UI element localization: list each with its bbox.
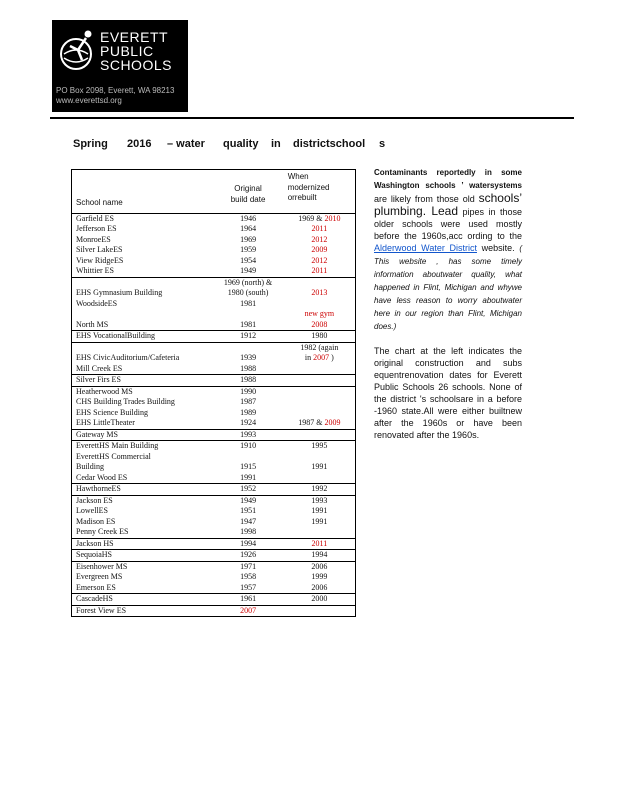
table-row — [72, 256, 356, 267]
header-original-line: Original — [234, 184, 262, 193]
modernized-value: 1969 & — [298, 213, 323, 223]
school-name-cell: Jackson HS — [72, 538, 213, 550]
sidebar-paragraph-1 — [374, 166, 522, 333]
school-name-cell: Cedar Wood ES — [72, 473, 213, 484]
title-word: s — [379, 138, 386, 150]
table-row — [72, 277, 356, 288]
modernized-value: 2000 — [311, 594, 328, 603]
table-row — [72, 342, 356, 353]
original-build-value: 1987 — [240, 397, 257, 406]
original-build-value: 1988 — [240, 363, 257, 373]
school-name-cell: CascadeHS — [72, 594, 213, 606]
table-row — [72, 452, 356, 463]
school-name-cell: LowellES — [72, 506, 213, 517]
modernized-cell — [284, 484, 356, 496]
table-row — [72, 235, 356, 246]
modernized-cell — [284, 441, 356, 452]
table-row — [72, 561, 356, 572]
school-name-cell: WoodsideES — [72, 299, 213, 310]
table-row — [72, 331, 356, 343]
original-build-value: 1915 — [240, 462, 257, 471]
table-row — [72, 309, 356, 320]
modernized-value: 1991 — [311, 516, 328, 526]
original-build-cell — [212, 342, 283, 353]
modernized-red-value: 2010 — [324, 213, 341, 223]
modernized-cell — [284, 353, 356, 364]
original-build-red-value: 2007 — [240, 605, 257, 615]
alderwood-water-district-link[interactable]: Alderwood Water District — [374, 243, 477, 253]
school-name-cell: Gateway MS — [72, 429, 213, 441]
school-name-cell: Silver LakeES — [72, 245, 213, 256]
table-row — [72, 473, 356, 484]
modernized-cell — [284, 266, 356, 277]
header-modernized — [284, 170, 356, 214]
original-build-value: 1988 — [240, 375, 257, 384]
school-name-cell — [72, 309, 213, 320]
table-row — [72, 605, 356, 617]
original-build-value: 1993 — [240, 429, 257, 439]
sidebar-text-run: are likely from those old — [374, 194, 475, 204]
original-build-value: 1939 — [240, 353, 257, 362]
original-build-value: 1971 — [240, 561, 257, 571]
modernized-value: 1982 (again — [300, 342, 339, 352]
original-build-value: 1949 — [240, 266, 257, 275]
table-row — [72, 224, 356, 235]
table-row — [72, 594, 356, 606]
original-build-value: 1994 — [240, 538, 257, 548]
original-build-cell — [212, 277, 283, 288]
schools-table-body — [72, 170, 356, 617]
header-original — [212, 170, 283, 214]
school-name-cell: EverettHS Main Building — [72, 441, 213, 452]
header-modernized-line: When — [287, 172, 309, 181]
modernized-cell — [284, 277, 356, 288]
original-build-value: 1964 — [240, 224, 257, 233]
website-line: www.everettsd.org — [56, 96, 122, 105]
school-name-cell: MonroeES — [72, 235, 213, 246]
original-build-value: 1989 — [240, 407, 257, 417]
original-build-cell — [212, 245, 283, 256]
original-build-cell — [212, 408, 283, 419]
globe-runner-icon — [58, 28, 98, 78]
school-name-cell: Forest View ES — [72, 605, 213, 617]
original-build-cell — [212, 266, 283, 277]
original-build-cell — [212, 484, 283, 496]
modernized-value: 1995 — [311, 441, 328, 450]
address-line: PO Box 2098, Everett, WA 98213 — [56, 86, 175, 95]
original-build-cell — [212, 506, 283, 517]
school-name-cell: Eisenhower MS — [72, 561, 213, 572]
original-build-value: 1910 — [240, 441, 257, 450]
schools-table — [71, 169, 356, 617]
original-build-value: 1990 — [240, 386, 257, 396]
modernized-cell — [284, 495, 356, 506]
title-word: districtschool — [293, 138, 366, 150]
original-build-cell — [212, 375, 283, 387]
table-row — [72, 213, 356, 224]
original-build-value: 1952 — [240, 484, 257, 493]
table-row — [72, 527, 356, 538]
modernized-cell — [284, 473, 356, 484]
modernized-cell — [284, 299, 356, 310]
table-row — [72, 408, 356, 419]
original-build-cell — [212, 429, 283, 441]
original-build-value: 1991 — [240, 472, 257, 482]
original-build-value: 1924 — [240, 418, 257, 427]
modernized-cell — [284, 408, 356, 419]
original-build-value: 1951 — [240, 506, 257, 515]
table-row — [72, 375, 356, 387]
table-row — [72, 288, 356, 299]
original-build-cell — [212, 561, 283, 572]
table-row — [72, 386, 356, 397]
modernized-cell — [284, 245, 356, 256]
modernized-red-value: 2009 — [324, 418, 341, 427]
school-name-cell: Jackson ES — [72, 495, 213, 506]
header-school-name: School name — [72, 170, 213, 214]
logo-line-2: PUBLIC — [100, 43, 154, 59]
logo-line-3: SCHOOLS — [100, 57, 172, 73]
school-name-cell: Emerson ES — [72, 583, 213, 594]
sidebar-large-text: schools’ plumbing. Lead — [374, 191, 522, 218]
table-row — [72, 517, 356, 528]
original-build-cell — [212, 235, 283, 246]
table-row — [72, 441, 356, 452]
table-row — [72, 429, 356, 441]
original-build-cell — [212, 594, 283, 606]
modernized-red-value: 2007 — [313, 353, 330, 362]
table-row — [72, 583, 356, 594]
title-word: quality — [223, 138, 259, 150]
modernized-cell — [284, 288, 356, 299]
school-name-cell: SequoiaHS — [72, 550, 213, 562]
header-rule — [50, 117, 574, 119]
modernized-cell — [284, 429, 356, 441]
original-build-value: 1981 — [240, 319, 257, 329]
original-build-cell — [212, 441, 283, 452]
modernized-cell — [284, 364, 356, 375]
school-name-cell: CHS Building Trades Building — [72, 397, 213, 408]
school-name-cell: EverettHS Commercial — [72, 452, 213, 463]
modernized-red-value: 2009 — [311, 245, 328, 254]
sidebar-text — [374, 166, 522, 453]
header-modernized-line: orrebuilt — [287, 193, 317, 202]
table-row — [72, 397, 356, 408]
school-name-cell: Jefferson ES — [72, 224, 213, 235]
original-build-cell — [212, 320, 283, 331]
modernized-red-value: 2008 — [311, 319, 328, 329]
school-name-cell: Heatherwood MS — [72, 386, 213, 397]
table-row — [72, 550, 356, 562]
modernized-value: 1993 — [311, 495, 328, 505]
modernized-value: 2006 — [311, 561, 328, 571]
original-build-cell — [212, 452, 283, 463]
header-modernized-line: modernized — [287, 182, 330, 192]
modernized-cell — [284, 418, 356, 429]
original-build-cell — [212, 364, 283, 375]
modernized-cell — [284, 386, 356, 397]
sidebar-italic-text: ( This website , has some timely information aboutwater quality, what happened in Flint, Michigan and whywe have less reason to worry aboutwater here in our region than Flint, Michigan does.) — [374, 244, 522, 331]
modernized-cell — [284, 538, 356, 550]
modernized-cell — [284, 527, 356, 538]
modernized-cell — [284, 320, 356, 331]
modernized-value: 2006 — [311, 582, 328, 592]
modernized-cell — [284, 224, 356, 235]
modernized-cell — [284, 397, 356, 408]
original-build-value: 1959 — [240, 245, 257, 254]
modernized-cell — [284, 331, 356, 343]
original-build-cell — [212, 309, 283, 320]
title-word: in — [271, 138, 281, 150]
modernized-cell — [284, 342, 356, 353]
modernized-value: 1992 — [311, 484, 328, 493]
original-build-cell — [212, 224, 283, 235]
table-header-row — [72, 170, 356, 214]
school-name-cell: EHS Gymnasium Building — [72, 288, 213, 299]
school-name-cell: EHS Science Building — [72, 408, 213, 419]
logo-address — [56, 86, 174, 106]
original-build-value: 1998 — [240, 527, 257, 536]
district-logo — [52, 20, 188, 112]
original-build-value: 1947 — [240, 516, 257, 526]
school-name-cell: Evergreen MS — [72, 572, 213, 583]
sidebar-paragraph-2: The chart at the left indicates the original construction and subs equentrenovation dates for Everett Public Schools 26 schools. None of the district 's schoolsare in a before -1960 state.All were either builtnew after the 1960s or have been renovated after the 1960s. — [374, 346, 522, 440]
original-build-cell — [212, 418, 283, 429]
original-build-value: 1961 — [240, 594, 257, 603]
table-row — [72, 462, 356, 473]
original-build-cell — [212, 299, 283, 310]
original-build-cell — [212, 462, 283, 473]
original-build-cell — [212, 397, 283, 408]
table-row — [72, 266, 356, 277]
table-row — [72, 538, 356, 550]
original-build-cell — [212, 256, 283, 267]
school-name-cell: View RidgeES — [72, 256, 213, 267]
original-build-value: 1954 — [240, 255, 257, 265]
original-build-cell — [212, 583, 283, 594]
school-name-cell: EHS LittleTheater — [72, 418, 213, 429]
original-build-value: 1949 — [240, 495, 257, 505]
table-row — [72, 299, 356, 310]
table-row — [72, 572, 356, 583]
modernized-value: in — [304, 353, 312, 362]
modernized-red-value: new gym — [304, 309, 335, 318]
school-name-cell: Penny Creek ES — [72, 527, 213, 538]
modernized-red-value: 2013 — [311, 288, 328, 297]
logo-line-1: EVERETT — [100, 29, 169, 45]
modernized-cell — [284, 561, 356, 572]
original-build-cell — [212, 517, 283, 528]
table-row — [72, 353, 356, 364]
modernized-value: 1991 — [311, 506, 328, 515]
school-name-cell: Building — [72, 462, 213, 473]
table-row — [72, 418, 356, 429]
modernized-cell — [284, 594, 356, 606]
table-row — [72, 364, 356, 375]
modernized-cell — [284, 572, 356, 583]
modernized-cell — [284, 462, 356, 473]
modernized-red-value: 2011 — [311, 224, 328, 233]
school-name-cell: HawthorneES — [72, 484, 213, 496]
school-name-cell: Garfield ES — [72, 213, 213, 224]
school-name-cell: Whittier ES — [72, 266, 213, 277]
original-build-value: 1958 — [240, 572, 257, 581]
original-build-cell — [212, 331, 283, 343]
original-build-value: 1969 — [240, 234, 257, 244]
sidebar-bold-text: Contaminants reportedly in some Washington schools ’ watersystems — [374, 168, 522, 190]
modernized-suffix: ) — [331, 353, 334, 362]
school-name-cell — [72, 342, 213, 353]
modernized-value: 1999 — [311, 572, 328, 581]
sidebar-text-run: website. — [481, 243, 515, 253]
original-build-cell — [212, 605, 283, 617]
modernized-cell — [284, 506, 356, 517]
school-name-cell: North MS — [72, 320, 213, 331]
original-build-cell — [212, 473, 283, 484]
original-build-value: 1957 — [240, 582, 257, 592]
logo-wordmark — [100, 30, 172, 72]
original-build-value: 1981 — [240, 298, 257, 308]
original-build-cell — [212, 495, 283, 506]
modernized-red-value: 2012 — [311, 234, 328, 244]
table-row — [72, 495, 356, 506]
sidebar-text-run: pipes in those older schools were used mostly before the 1960s,acc ording to the — [374, 207, 522, 241]
original-build-cell — [212, 572, 283, 583]
school-name-cell: EHS VocationalBuilding — [72, 331, 213, 343]
modernized-red-value: 2012 — [311, 255, 328, 265]
title-word: – water — [167, 138, 205, 150]
table-row — [72, 245, 356, 256]
original-build-value: 1980 (south) — [227, 288, 269, 297]
original-build-cell — [212, 353, 283, 364]
modernized-cell — [284, 517, 356, 528]
modernized-red-value: 2011 — [311, 266, 328, 275]
modernized-cell — [284, 256, 356, 267]
header-original-line: build date — [230, 194, 266, 204]
table-row — [72, 320, 356, 331]
original-build-cell — [212, 527, 283, 538]
original-build-value: 1912 — [240, 331, 257, 340]
school-name-cell: EHS CivicAuditorium/Cafeteria — [72, 353, 213, 364]
school-name-cell — [72, 277, 213, 288]
modernized-cell — [284, 235, 356, 246]
modernized-red-value: 2011 — [311, 538, 328, 548]
original-build-cell — [212, 386, 283, 397]
school-name-cell: Mill Creek ES — [72, 364, 213, 375]
original-build-value: 1926 — [240, 550, 257, 559]
modernized-cell — [284, 452, 356, 463]
school-name-cell: Silver Firs ES — [72, 375, 213, 387]
original-build-cell — [212, 538, 283, 550]
school-name-cell: Madison ES — [72, 517, 213, 528]
modernized-value: 1987 & — [298, 418, 323, 427]
modernized-value: 1994 — [311, 550, 328, 559]
original-build-cell — [212, 213, 283, 224]
modernized-cell — [284, 605, 356, 617]
title-word: Spring — [73, 138, 108, 150]
modernized-value: 1980 — [311, 331, 328, 340]
original-build-cell — [212, 288, 283, 299]
modernized-cell — [284, 309, 356, 320]
modernized-cell — [284, 583, 356, 594]
table-row — [72, 506, 356, 517]
table-row — [72, 484, 356, 496]
modernized-value: 1991 — [311, 462, 328, 471]
page-title — [73, 138, 385, 150]
modernized-cell — [284, 550, 356, 562]
original-build-value: 1946 — [240, 213, 257, 223]
original-build-cell — [212, 550, 283, 562]
original-build-value: 1969 (north) & — [223, 277, 273, 287]
modernized-cell — [284, 375, 356, 387]
title-word: 2016 — [127, 138, 152, 150]
modernized-cell — [284, 213, 356, 224]
